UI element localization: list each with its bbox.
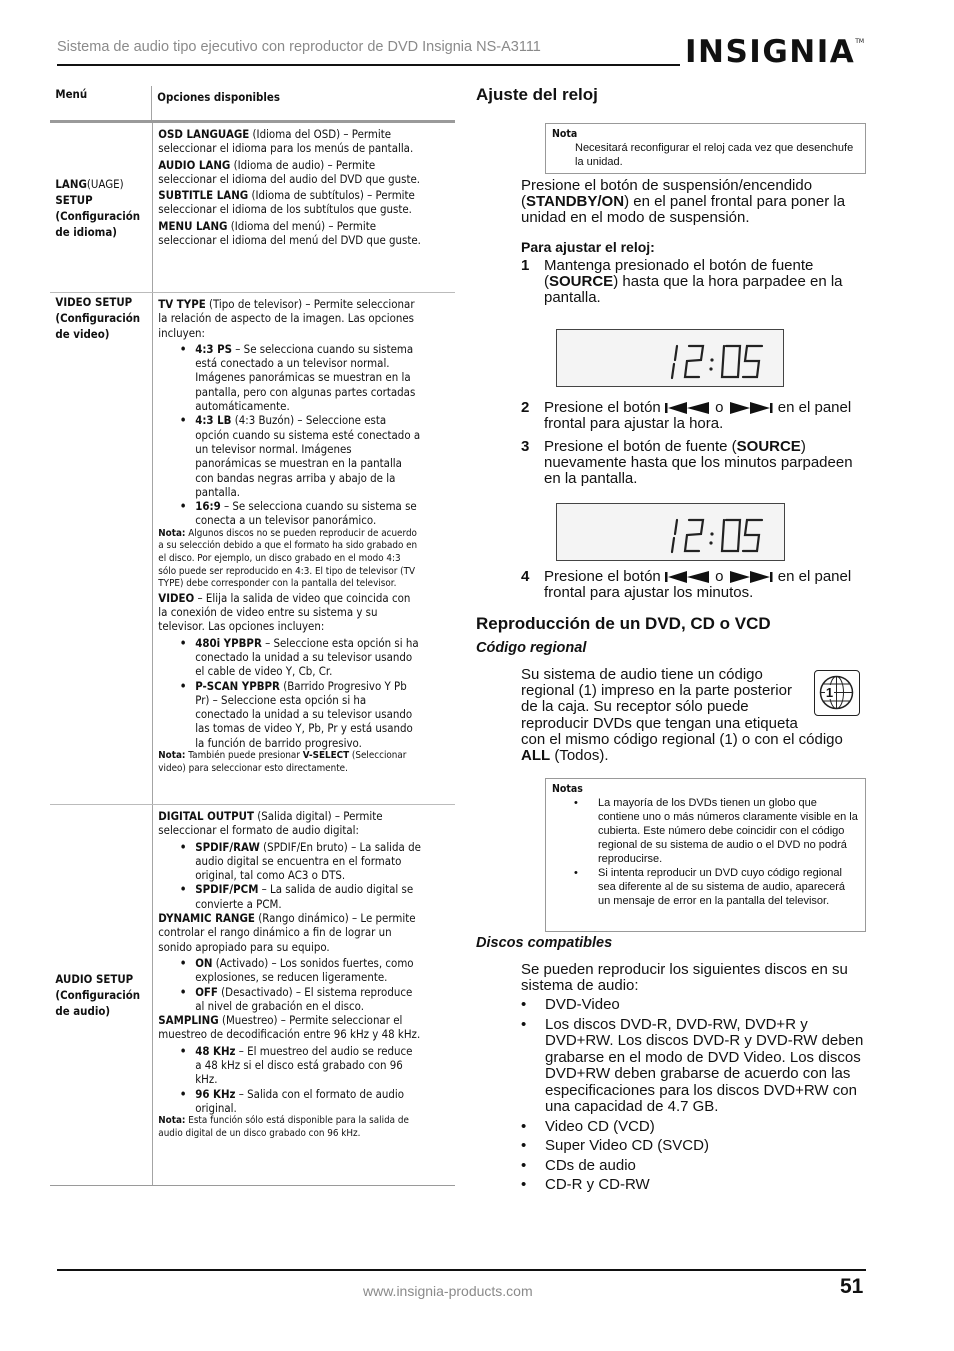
- discs-heading: Discos compatibles: [476, 935, 613, 951]
- list-item: [521, 1138, 866, 1155]
- tv-type-option: TV TYPE (Tipo de televisor) – Permite seleccionar la relación de aspecto de la imagen. Las opciones incluyen:: [158, 297, 415, 340]
- disc-type: Los discos DVD-R, DVD-RW, DVD+R y DVD+RW. Los discos DVD-R y DVD-RW deben grabarse en el modo de DVD Video. Los discos DVD+RW deben grabarse de acuerdo con las especificaciones para los discos DVD+RW con una capacidad de 4.7 GB.: [545, 1015, 864, 1115]
- audio-note: Nota: Esta función sólo está disponible para la salida de audio digital de un disco grabado con 96 kHz.: [158, 1115, 410, 1139]
- osd-language-option: OSD LANGUAGE (Idioma del OSD) – Permite seleccionar el idioma para los menús de pantalla.: [158, 127, 414, 156]
- running-header: Sistema de audio tipo ejecutivo con reproductor de DVD Insignia NS-A3111: [57, 39, 541, 55]
- list-item: [521, 1158, 866, 1175]
- playback-notes-box: [545, 778, 866, 932]
- bullet: •: [521, 1117, 527, 1135]
- bullet: •: [521, 1176, 527, 1193]
- lcd-colon: [710, 358, 713, 361]
- options-cell-language: [152, 123, 425, 292]
- list-item: • 16:9 – Se selecciona cuando su sistema se conecta a un televisor panorámico.: [180, 499, 417, 528]
- menu-video-desc: (Configuración de video): [55, 311, 141, 341]
- col-header-options: Opciones disponibles: [151, 86, 425, 120]
- clock-note-box: [545, 123, 866, 174]
- lcd-display-1: [556, 329, 784, 387]
- list-item: • SPDIF/PCM – La salida de audio digital se convierte a PCM.: [180, 882, 414, 911]
- step-2: 2 Presione el botón o en el panel frontal para ajustar la hora.: [521, 399, 852, 433]
- menu-cell-video: [50, 293, 142, 804]
- insignia-logo: [685, 34, 864, 70]
- disc-type: DVD-Video: [545, 996, 620, 1013]
- list-item: [521, 997, 866, 1014]
- disc-type: CD-R y CD-RW: [545, 1176, 650, 1193]
- bullet: •: [521, 1015, 527, 1033]
- audio-lang-option: AUDIO LANG (Idioma de audio) – Permite seleccionar el idioma del audio del DVD que guste.: [158, 157, 421, 186]
- video-note-1: Nota: Algunos discos no se pueden reproducir de acuerdo a su selección debido a que el formato ha sido grabado en el disco. Por ejemplo, un disco grabado en el modo 4:3 sólo puede ser reproducido en 4:3. El tipo de televisor (TV TYPE) debe corresponder con la pantalla del televisor.: [158, 527, 418, 590]
- notes-label: Notas: [552, 783, 583, 795]
- step-4: 4 Presione el botón o en el panel frontal para ajustar los minutos.: [521, 568, 852, 602]
- menu-video-setup: VIDEO SETUP: [55, 295, 133, 309]
- discs-intro: Se pueden reproducir los siguientes discos en su sistema de audio:: [521, 961, 848, 995]
- list-item: • OFF (Desactivado) – El sistema reproduce al nivel de grabación en el disco.: [180, 984, 413, 1013]
- discs-list: [521, 997, 866, 1197]
- disc-type: Super Video CD (SVCD): [545, 1137, 709, 1154]
- lcd-digits-2: [557, 504, 786, 562]
- footer-url: www.insignia-products.com: [363, 1283, 533, 1299]
- region-paragraph: Su sistema de audio tiene un código regional (1) impreso en la parte posterior de la caja. Su receptor sólo puede reproducir DVDs que tengan una etiqueta con el mismo código regional (1) o con el código ALL (Todos).: [521, 666, 843, 765]
- note-label: Nota: [552, 128, 578, 140]
- menu-lang: LANG: [55, 176, 87, 191]
- note-text: Necesitará reconfigurar el reloj cada vez que desenchufe la unidad.: [575, 142, 854, 168]
- menu-setup: SETUP: [55, 192, 93, 207]
- skip-forward-icon: [728, 571, 774, 583]
- footer-rule: [57, 1269, 866, 1271]
- trademark-mark: TM: [855, 38, 865, 45]
- sampling-option: SAMPLING (Muestreo) – Permite seleccionar el muestreo de decodificación entre 96 kHz y 48 kHz.: [158, 1013, 421, 1042]
- list-item: • 48 KHz – El muestreo del audio se reduce a 48 kHz si el disco está grabado con 96 kHz.: [180, 1043, 413, 1087]
- clock-intro: Presione el botón de suspensión/encendido (STANDBY/ON) en el panel frontal para poner la unidad en el modo de suspensión.: [521, 177, 846, 227]
- step-3: 3 Presione el botón de fuente (SOURCE) nuevamente hasta que los minutos parpadeen en la pantalla.: [521, 438, 853, 488]
- col-header-menu: Menú: [55, 87, 88, 101]
- logo-text: INSIGNIA: [685, 34, 856, 70]
- page-number: 51: [840, 1275, 864, 1298]
- clock-heading: Ajuste del reloj: [476, 85, 598, 104]
- table-row-language: [50, 123, 455, 293]
- list-item: [521, 1177, 866, 1194]
- list-item: • SPDIF/RAW (SPDIF/En bruto) – La salida de audio digital se encuentra en el formato original, tal como AC3 o DTS.: [180, 839, 421, 883]
- list-item: [521, 1119, 866, 1136]
- list-item: • 96 KHz – Salida con el formato de audio original.: [180, 1086, 405, 1115]
- list-item: • P-SCAN YPBPR (Barrido Progresivo Y Pb Pr) – Seleccione esta opción si ha conectado la unidad a su televisor usando las tomas de video Y, Pb, Pr y está usando la función de barrido progresivo.: [180, 678, 413, 750]
- digital-output-option: DIGITAL OUTPUT (Salida digital) – Permite seleccionar el formato de audio digital:: [158, 809, 383, 838]
- skip-back-icon: [665, 571, 711, 583]
- lcd-digits-1: [557, 330, 785, 388]
- clock-subheading: Para ajustar el reloj:: [521, 239, 655, 255]
- region-heading: Código regional: [476, 640, 587, 656]
- region-globe-badge: [814, 670, 860, 716]
- disc-type: Video CD (VCD): [545, 1117, 655, 1135]
- table-row-audio: [50, 805, 455, 1186]
- list-item: • 480i YPBPR – Seleccione esta opción si ha conectado la unidad a su televisor usando el cable de video Y, Cb, Cr.: [180, 635, 419, 679]
- menu-audio-desc: (Configuración de audio): [55, 988, 141, 1018]
- list-item: • Si intenta reproducir un DVD cuyo código regional sea diferente al de su sistema de audio, aparecerá un mensaje de error en la pantalla del televisor.: [574, 867, 846, 907]
- step-1: 1 Mantenga presionado el botón de fuente (SOURCE) hasta que la hora parpadee en la pantalla.: [521, 257, 843, 307]
- list-item: • La mayoría de los DVDs tienen un globo que contiene uno o más números claramente visible en la cubierta. Este número debe coincidir con el código regional de su sistema de audio o el DVD no podrá reproducirse.: [574, 797, 858, 865]
- list-item: • ON (Activado) – Los sonidos fuertes, como explosiones, se reducen ligeramente.: [180, 955, 414, 985]
- bullet: •: [521, 996, 527, 1013]
- options-cell-audio: [152, 805, 425, 1185]
- playback-heading: Reproducción de un DVD, CD o VCD: [476, 614, 771, 633]
- dynamic-range-option: DYNAMIC RANGE (Rango dinámico) – Le permite controlar el rango dinámico a fin de lograr un sonido apropiado para su equipo.: [158, 911, 416, 954]
- menu-cell-audio: [50, 805, 142, 1185]
- table-header-row: [50, 86, 455, 123]
- lcd-display-2: [556, 503, 785, 561]
- disc-type: CDs de audio: [545, 1156, 636, 1174]
- menu-cell-language: [50, 123, 142, 292]
- list-item: • 4:3 PS – Se selecciona cuando su sistema está conectado a un televisor normal. Imágenes panorámicas se muestran en la pantalla, pero con algunas partes cortadas automáticamente.: [180, 341, 416, 414]
- skip-back-icon: [665, 402, 711, 414]
- skip-forward-icon: [728, 402, 774, 414]
- globe-region-number: 1: [825, 685, 834, 700]
- menu-audio-setup: AUDIO SETUP: [55, 972, 134, 986]
- table-row-video: [50, 293, 455, 805]
- menu-lang-uage: (UAGE): [86, 176, 124, 191]
- list-item: [521, 1017, 866, 1116]
- subtitle-lang-option: SUBTITLE LANG (Idioma de subtítulos) – Permite seleccionar el idioma de los subtítulos que guste.: [158, 188, 415, 217]
- lcd-colon: [710, 532, 713, 535]
- menu-lang-desc: (Configuración de idioma): [55, 208, 141, 239]
- video-note-2: Nota: También puede presionar V-SELECT (Seleccionar video) para seleccionar esto directamente.: [158, 749, 407, 774]
- globe-icon: [815, 671, 858, 714]
- header-rule: [57, 64, 680, 66]
- list-item: • 4:3 LB (4:3 Buzón) – Seleccione esta opción cuando su sistema esté conectado a un televisor normal. Imágenes panorámicas se muestran en la pantalla con bandas negras arriba y abajo de la pantalla.: [180, 413, 421, 499]
- menu-options-table: [50, 86, 455, 1186]
- video-output-option: VIDEO – Elija la salida de video que coincida con la conexión de video entre su sistema y su televisor. Las opciones incluyen:: [158, 590, 411, 634]
- menu-lang-option: MENU LANG (Idioma del menú) – Permite seleccionar el idioma del menú del DVD que guste.: [158, 218, 422, 248]
- options-cell-video: [152, 293, 425, 804]
- bullet: •: [521, 1137, 527, 1154]
- bullet: •: [521, 1156, 527, 1174]
